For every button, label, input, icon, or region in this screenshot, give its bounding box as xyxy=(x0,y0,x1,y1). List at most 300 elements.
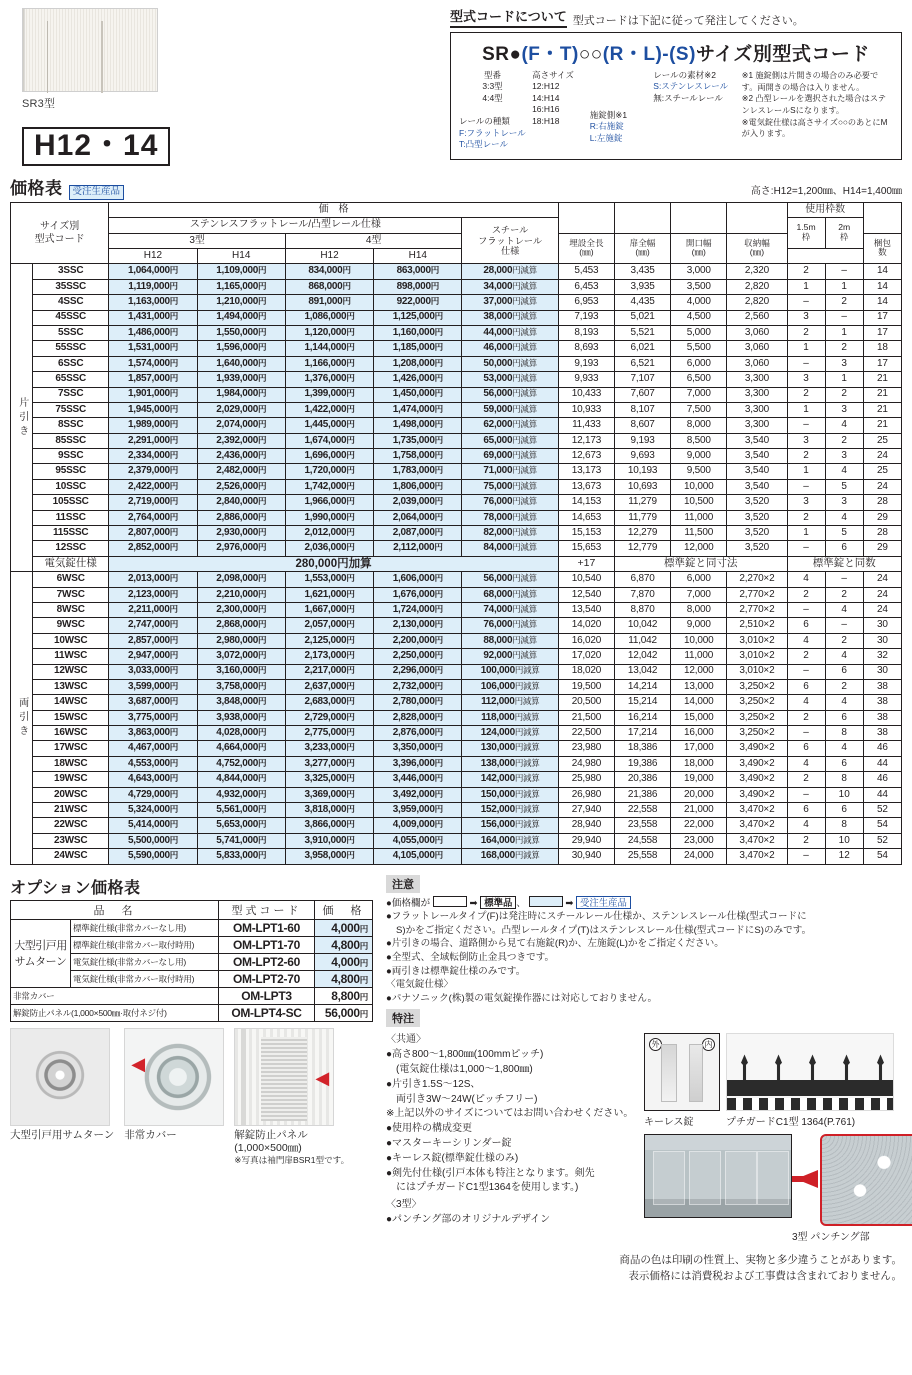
option-price: 4,800円 xyxy=(315,970,373,987)
cell-size-code: 3SSC xyxy=(33,264,109,279)
thumbturn-photo xyxy=(10,1028,110,1126)
table-row xyxy=(11,618,902,633)
cell-door-width: 11,779 xyxy=(614,510,670,525)
top-section xyxy=(10,6,902,166)
legend-lockside-title-text: 施錠側※1 xyxy=(589,110,628,120)
cell-steel-rail: 44,000円減算 xyxy=(462,325,558,340)
tokucho-common-label: 〈共通〉 xyxy=(386,1034,426,1046)
cell-storage-width: 3,250×2 xyxy=(727,726,787,741)
cell-frame-15m: 1 xyxy=(787,464,825,479)
cell-package-count: 29 xyxy=(863,510,901,525)
cell-type3-h14: 4,664,000円 xyxy=(197,741,285,756)
cell-total-length: 10,933 xyxy=(558,402,614,417)
cell-type3-h12: 1,119,000円 xyxy=(109,279,197,294)
cell-package-count: 29 xyxy=(863,541,901,556)
cell-package-count: 24 xyxy=(863,587,901,602)
cell-size-code: 12SSC xyxy=(33,541,109,556)
table-row xyxy=(11,741,902,756)
gate-panel-3 xyxy=(725,1151,757,1205)
cell-package-count: 44 xyxy=(863,787,901,802)
cell-type4-h12: 1,376,000円 xyxy=(285,372,373,387)
cell-opening-width: 5,000 xyxy=(671,325,727,340)
cell-type3-h12: 3,775,000円 xyxy=(109,710,197,725)
cell-frame-15m: 6 xyxy=(787,741,825,756)
cell-opening-width: 19,000 xyxy=(671,772,727,787)
legend-height-2: 14:H14 xyxy=(532,92,560,103)
option-code: OM-LPT2-60 xyxy=(219,953,315,970)
cell-opening-width: 15,000 xyxy=(671,710,727,725)
cell-storage-width: 2,320 xyxy=(727,264,787,279)
cell-type4-h14: 1,474,000円 xyxy=(374,402,462,417)
cell-type3-h14: 2,300,000円 xyxy=(197,602,285,617)
table-row xyxy=(11,464,902,479)
legend-model-2: 4:4型 xyxy=(482,92,503,103)
cell-type3-h12: 1,901,000円 xyxy=(109,387,197,402)
cell-opening-width: 4,000 xyxy=(671,295,727,310)
gate-installation-photo xyxy=(644,1134,792,1218)
cell-type4-h14: 898,000円 xyxy=(374,279,462,294)
cell-size-code: 95SSC xyxy=(33,464,109,479)
cell-storage-width: 3,540 xyxy=(727,464,787,479)
table-row xyxy=(11,433,902,448)
cell-type3-h12: 1,064,000円 xyxy=(109,264,197,279)
model-code-legend xyxy=(459,70,893,151)
cell-size-code: 22WSC xyxy=(33,818,109,833)
cell-electric-lock-label: 電気錠仕様 xyxy=(33,556,109,571)
cell-type3-h12: 3,033,000円 xyxy=(109,664,197,679)
cell-storage-width: 3,300 xyxy=(727,402,787,417)
cell-opening-width: 18,000 xyxy=(671,756,727,771)
legend-railmat-2: 無:スチールレール xyxy=(653,92,723,103)
cell-total-length: 7,193 xyxy=(558,310,614,325)
cell-frame-15m: 1 xyxy=(787,402,825,417)
cell-storage-width: 3,490×2 xyxy=(727,741,787,756)
cell-storage-width: 3,520 xyxy=(727,510,787,525)
cell-size-code: 10SSC xyxy=(33,479,109,494)
th-size-code: サイズ別 型式コード xyxy=(11,202,109,264)
table-row xyxy=(11,803,902,818)
cell-package-count: 17 xyxy=(863,325,901,340)
cell-frame-15m: 3 xyxy=(787,495,825,510)
cell-storage-width: 3,470×2 xyxy=(727,803,787,818)
option-block xyxy=(10,875,382,1285)
tokucho-item-1: ●高さ800～1,800㎜(100mmピッチ) xyxy=(386,1049,544,1061)
cell-package-count: 30 xyxy=(863,618,901,633)
cell-type4-h12: 1,696,000円 xyxy=(285,449,373,464)
cell-type3-h14: 2,482,000円 xyxy=(197,464,285,479)
cell-package-count: 28 xyxy=(863,526,901,541)
cell-frame-15m: 4 xyxy=(787,756,825,771)
legend-title-railmat: レールの素材※2 xyxy=(653,70,716,80)
cell-type3-h12: 2,857,000円 xyxy=(109,633,197,648)
tokucho-section xyxy=(386,1033,902,1243)
legend-railmat-1: S:ステンレスレール xyxy=(653,81,729,92)
caution-item-4: ●全型式、全域転倒防止金具つきです。 xyxy=(386,952,555,964)
option-price: 4,000円 xyxy=(315,919,373,936)
cell-package-count: 38 xyxy=(863,679,901,694)
tokucho-item-2: (電気錠仕様は1,000～1,800㎜) xyxy=(386,1064,533,1076)
cell-type3-h14: 2,868,000円 xyxy=(197,618,285,633)
cell-type3-h14: 4,028,000円 xyxy=(197,726,285,741)
cell-total-length: 18,020 xyxy=(558,664,614,679)
cell-steel-rail: 56,000円減算 xyxy=(462,572,558,587)
option-name: 電気錠仕様(非常カバーなし用) xyxy=(71,953,219,970)
tokucho-heading xyxy=(386,1009,902,1027)
cell-type3-h14: 1,596,000円 xyxy=(197,341,285,356)
cell-size-code: 8SSC xyxy=(33,418,109,433)
cell-type4-h14: 2,200,000円 xyxy=(374,633,462,648)
cell-type4-h12: 1,553,000円 xyxy=(285,572,373,587)
cell-steel-rail: 65,000円減算 xyxy=(462,433,558,448)
legend-notes xyxy=(742,70,893,151)
keyless-lock-block xyxy=(644,1033,720,1128)
cell-frame-15m: 3 xyxy=(787,433,825,448)
cell-storage-width: 3,250×2 xyxy=(727,679,787,694)
cell-opening-width: 8,000 xyxy=(671,418,727,433)
cell-type3-h14: 1,984,000円 xyxy=(197,387,285,402)
cell-package-count: 30 xyxy=(863,664,901,679)
cell-type4-h12: 2,125,000円 xyxy=(285,633,373,648)
table-row xyxy=(11,756,902,771)
cell-door-width: 13,042 xyxy=(614,664,670,679)
legend-col-lockside xyxy=(590,70,653,151)
caution-item-6: 〈電気錠仕様〉 xyxy=(386,979,454,991)
cell-door-width: 16,214 xyxy=(614,710,670,725)
cell-frame-2m: 2 xyxy=(825,387,863,402)
cell-type4-h14: 2,039,000円 xyxy=(374,495,462,510)
cell-type4-h12: 1,720,000円 xyxy=(285,464,373,479)
table-row xyxy=(11,787,902,802)
cell-frame-15m: – xyxy=(787,295,825,310)
cell-storage-width: 3,490×2 xyxy=(727,756,787,771)
cell-frame-15m: 1 xyxy=(787,279,825,294)
table-row xyxy=(11,310,902,325)
cell-type3-h12: 2,379,000円 xyxy=(109,464,197,479)
cell-steel-rail: 106,000円減算 xyxy=(462,679,558,694)
legend-note-3: ※電気錠仕様は高さサイズ○○のあとにMが入ります。 xyxy=(741,117,888,139)
cell-package-count: 52 xyxy=(863,803,901,818)
table-row xyxy=(11,402,902,417)
tokucho-text-col xyxy=(386,1033,644,1243)
cell-storage-width: 3,540 xyxy=(727,433,787,448)
th-door-width: 扉全幅 (㎜) xyxy=(614,233,670,264)
cell-type3-h12: 4,553,000円 xyxy=(109,756,197,771)
cell-type3-h14: 1,640,000円 xyxy=(197,356,285,371)
cell-frame-15m: 2 xyxy=(787,387,825,402)
white-swatch xyxy=(433,896,467,907)
cell-package-count: 17 xyxy=(863,310,901,325)
cell-type3-h12: 2,947,000円 xyxy=(109,649,197,664)
cell-type3-h14: 4,932,000円 xyxy=(197,787,285,802)
cell-frame-2m: 4 xyxy=(825,510,863,525)
gate-panel-2 xyxy=(689,1151,721,1205)
cell-door-width: 18,386 xyxy=(614,741,670,756)
cell-size-code: 6SSC xyxy=(33,356,109,371)
cell-frame-2m: – xyxy=(825,264,863,279)
cell-type4-h14: 1,724,000円 xyxy=(374,602,462,617)
cell-total-length: 12,173 xyxy=(558,433,614,448)
th-stainless-group: ステンレスフラットレール/凸型レール仕様 xyxy=(109,218,462,233)
anti-unlock-panel-caption-line2: (1,000×500㎜) xyxy=(234,1141,302,1154)
cell-frame-2m: 1 xyxy=(825,372,863,387)
cell-type4-h14: 1,208,000円 xyxy=(374,356,462,371)
code-paren-close-3: ) xyxy=(689,44,696,65)
cell-total-length: 13,540 xyxy=(558,602,614,617)
cell-type3-h12: 1,945,000円 xyxy=(109,402,197,417)
cell-type4-h12: 3,233,000円 xyxy=(285,741,373,756)
cell-type3-h14: 2,436,000円 xyxy=(197,449,285,464)
footer-notes xyxy=(386,1253,902,1285)
cell-storage-width: 3,470×2 xyxy=(727,849,787,864)
price-table-head xyxy=(11,202,902,264)
cell-storage-width: 2,510×2 xyxy=(727,618,787,633)
legend-title-model: 型番 xyxy=(484,70,502,80)
table-row xyxy=(11,279,902,294)
th-frame-15: 1.5m 枠 xyxy=(787,218,825,249)
gate-panel-4 xyxy=(757,1151,789,1205)
cell-door-width: 7,607 xyxy=(614,387,670,402)
cell-type3-h12: 1,574,000円 xyxy=(109,356,197,371)
punching-zoom-block xyxy=(792,1134,912,1243)
cell-type4-h14: 3,350,000円 xyxy=(374,741,462,756)
cell-type4-h14: 1,125,000円 xyxy=(374,310,462,325)
cell-type3-h14: 2,098,000円 xyxy=(197,572,285,587)
cell-frame-2m: 1 xyxy=(825,325,863,340)
table-row xyxy=(11,602,902,617)
option-group-thumbturn: 大型引戸用 サムターン xyxy=(11,919,71,987)
cell-type3-h14: 2,976,000円 xyxy=(197,541,285,556)
cell-size-code: 9SSC xyxy=(33,449,109,464)
cell-frame-2m: 8 xyxy=(825,772,863,787)
guard-base-pattern xyxy=(727,1098,893,1110)
cell-frame-15m: 6 xyxy=(787,618,825,633)
cell-package-count: 54 xyxy=(863,849,901,864)
cell-type3-h12: 4,729,000円 xyxy=(109,787,197,802)
cell-size-code: 23WSC xyxy=(33,833,109,848)
cell-steel-rail: 150,000円減算 xyxy=(462,787,558,802)
cell-opening-width: 17,000 xyxy=(671,741,727,756)
cell-frame-2m: 2 xyxy=(825,587,863,602)
model-code-pattern xyxy=(459,39,893,66)
cell-package-count: 18 xyxy=(863,341,901,356)
cell-type3-h12: 2,123,000円 xyxy=(109,587,197,602)
cell-frame-15m: 2 xyxy=(787,449,825,464)
option-name: 標準錠仕様(非常カバー取付時用) xyxy=(71,936,219,953)
cell-opening-width: 3,500 xyxy=(671,279,727,294)
gate-photo-block xyxy=(644,1134,792,1243)
cell-type4-h12: 2,775,000円 xyxy=(285,726,373,741)
side-label-single-sliding: 片引き xyxy=(11,264,33,572)
cell-frame-2m: 2 xyxy=(825,295,863,310)
cell-opening-width: 10,500 xyxy=(671,495,727,510)
cell-opening-width: 8,000 xyxy=(671,602,727,617)
cell-door-width: 7,870 xyxy=(614,587,670,602)
caution-line-legend xyxy=(386,896,902,911)
option-name: 標準錠仕様(非常カバーなし用) xyxy=(71,919,219,936)
cell-storage-width: 2,770×2 xyxy=(727,587,787,602)
arrow-left-icon: ◀ xyxy=(131,1053,146,1074)
cell-type4-h14: 4,055,000円 xyxy=(374,833,462,848)
cell-total-length: 12,540 xyxy=(558,587,614,602)
cell-total-length: 9,933 xyxy=(558,372,614,387)
cell-frame-2m: 4 xyxy=(825,418,863,433)
cell-type4-h14: 3,492,000円 xyxy=(374,787,462,802)
cell-type3-h12: 2,291,000円 xyxy=(109,433,197,448)
cell-steel-rail: 142,000円減算 xyxy=(462,772,558,787)
cell-storage-width: 2,820 xyxy=(727,295,787,310)
cell-package-count: 14 xyxy=(863,279,901,294)
cell-type3-h14: 3,072,000円 xyxy=(197,649,285,664)
cell-steel-rail: 130,000円減算 xyxy=(462,741,558,756)
caution-list xyxy=(386,896,902,1006)
cell-frame-15m: 2 xyxy=(787,649,825,664)
cell-frame-2m: 4 xyxy=(825,464,863,479)
cell-frame-15m: – xyxy=(787,787,825,802)
cell-steel-rail: 34,000円減算 xyxy=(462,279,558,294)
height-badge: H12・14 xyxy=(22,127,170,166)
cell-type3-h12: 1,486,000円 xyxy=(109,325,197,340)
table-row xyxy=(11,418,902,433)
code-part-ft: F・T xyxy=(528,44,572,65)
cell-package-count: 54 xyxy=(863,818,901,833)
cell-type4-h12: 891,000円 xyxy=(285,295,373,310)
cell-door-width: 10,042 xyxy=(614,618,670,633)
cell-frame-15m: 3 xyxy=(787,310,825,325)
legend-title-rail: レールの種類 xyxy=(459,116,510,127)
cell-door-width: 25,558 xyxy=(614,849,670,864)
cell-type3-h14: 5,741,000円 xyxy=(197,833,285,848)
cell-opening-width: 21,000 xyxy=(671,803,727,818)
cell-opening-width: 9,500 xyxy=(671,464,727,479)
thumbturn-caption: 大型引戸用サムターン xyxy=(10,1128,115,1141)
cell-type4-h12: 3,818,000円 xyxy=(285,803,373,818)
cell-type3-h14: 2,029,000円 xyxy=(197,402,285,417)
tokucho-badge: 特注 xyxy=(386,1009,420,1027)
cell-total-length: 22,500 xyxy=(558,726,614,741)
side-label-double-sliding: 両引き xyxy=(11,572,33,864)
table-row xyxy=(11,587,902,602)
cell-total-length: 23,980 xyxy=(558,741,614,756)
cell-steel-rail: 69,000円減算 xyxy=(462,449,558,464)
cell-frame-2m: 4 xyxy=(825,649,863,664)
th-storage-width-sp xyxy=(727,202,787,233)
table-row xyxy=(11,572,902,587)
cell-opening-width: 22,000 xyxy=(671,818,727,833)
cell-frame-2m: 4 xyxy=(825,741,863,756)
cell-frame-2m: 12 xyxy=(825,849,863,864)
cell-package-count: 14 xyxy=(863,295,901,310)
cell-type4-h12: 1,966,000円 xyxy=(285,495,373,510)
cell-steel-rail: 156,000円減算 xyxy=(462,818,558,833)
cell-type4-h14: 1,498,000円 xyxy=(374,418,462,433)
option-code: OM-LPT3 xyxy=(219,987,315,1004)
cell-type3-h12: 3,599,000円 xyxy=(109,679,197,694)
cell-type4-h14: 2,250,000円 xyxy=(374,649,462,664)
cell-frame-15m: 2 xyxy=(787,510,825,525)
cell-storage-width: 3,490×2 xyxy=(727,772,787,787)
cell-storage-width: 3,300 xyxy=(727,387,787,402)
caution-item-3: ●片引きの場合、道路側から見て右施錠(R)か、左施錠(L)かをご指定ください。 xyxy=(386,938,724,950)
height-note: 高さ:H12=1,200㎜、H14=1,400㎜ xyxy=(750,186,902,197)
cell-frame-15m: 4 xyxy=(787,572,825,587)
cell-type4-h14: 1,160,000円 xyxy=(374,325,462,340)
cell-door-width: 12,279 xyxy=(614,526,670,541)
th-door-width-sp xyxy=(614,202,670,233)
code-paren-open-2: ( xyxy=(602,44,610,65)
option-price: 56,000円 xyxy=(315,1004,373,1021)
cell-opening-width: 7,500 xyxy=(671,402,727,417)
option-name: 非常カバー xyxy=(11,987,219,1004)
cell-size-code: 85SSC xyxy=(33,433,109,448)
cell-type4-h14: 3,396,000円 xyxy=(374,756,462,771)
cell-type4-h14: 2,780,000円 xyxy=(374,695,462,710)
guard-spike-4 xyxy=(843,1054,850,1080)
cell-frame-2m: 3 xyxy=(825,402,863,417)
cell-package-count: 24 xyxy=(863,449,901,464)
code-paren-close-1: ) xyxy=(572,44,579,65)
legend-rail-2: T:凸型レール xyxy=(459,139,508,150)
th-packages-sp xyxy=(863,202,901,233)
tokucho-item-3: ●片引き1.5S～12S、 xyxy=(386,1078,481,1090)
cell-total-length: 6,453 xyxy=(558,279,614,294)
cell-size-code: 11WSC xyxy=(33,649,109,664)
cell-type4-h14: 3,446,000円 xyxy=(374,772,462,787)
cell-type3-h12: 2,747,000円 xyxy=(109,618,197,633)
cell-size-code: 5SSC xyxy=(33,325,109,340)
cell-opening-width: 9,000 xyxy=(671,449,727,464)
cell-total-length: 24,980 xyxy=(558,756,614,771)
cell-total-length: 21,500 xyxy=(558,710,614,725)
cell-door-width: 6,870 xyxy=(614,572,670,587)
cell-type3-h14: 3,938,000円 xyxy=(197,710,285,725)
guard-spike-3 xyxy=(809,1054,816,1080)
guard-bar xyxy=(727,1080,893,1096)
table-row xyxy=(11,325,902,340)
cell-storage-width: 3,520 xyxy=(727,541,787,556)
cell-storage-width: 3,010×2 xyxy=(727,633,787,648)
caution-item-7: ●パナソニック(株)製の電気錠操作器には対応しておりません。 xyxy=(386,992,658,1004)
petit-guard-caption: プチガードC1型 1364(P.761) xyxy=(726,1117,856,1129)
cell-size-code: 7WSC xyxy=(33,587,109,602)
cell-steel-rail: 38,000円減算 xyxy=(462,310,558,325)
option-table-head xyxy=(11,900,373,919)
cell-package-count: 44 xyxy=(863,756,901,771)
table-row xyxy=(11,341,902,356)
cell-frame-2m: 5 xyxy=(825,526,863,541)
code-paren-close-2: )-( xyxy=(655,44,676,65)
cell-size-code: 55SSC xyxy=(33,341,109,356)
cell-frame-2m: 6 xyxy=(825,664,863,679)
caution-arrow-1: ➡ xyxy=(469,897,478,909)
model-code-box xyxy=(450,32,902,160)
cell-opening-width: 5,500 xyxy=(671,341,727,356)
cell-steel-rail: 164,000円減算 xyxy=(462,833,558,848)
cell-frame-15m: 6 xyxy=(787,679,825,694)
cell-size-code: 45SSC xyxy=(33,310,109,325)
cell-door-width: 22,558 xyxy=(614,803,670,818)
footer-line-1: 商品の色は印刷の性質上、実物と多少違うことがあります。 xyxy=(619,1254,902,1267)
cell-steel-rail: 28,000円減算 xyxy=(462,264,558,279)
cell-type4-h12: 3,369,000円 xyxy=(285,787,373,802)
cell-door-width: 8,607 xyxy=(614,418,670,433)
th-t3-h14: H14 xyxy=(197,248,285,263)
guard-spike-2 xyxy=(775,1054,782,1080)
cell-opening-width: 6,000 xyxy=(671,356,727,371)
code-part-tail: サイズ別型式コード xyxy=(695,44,870,65)
table-row xyxy=(11,710,902,725)
cell-type3-h12: 1,431,000円 xyxy=(109,310,197,325)
tokucho-type3-item: ●パンチング部のオリジナルデザイン xyxy=(386,1214,551,1226)
